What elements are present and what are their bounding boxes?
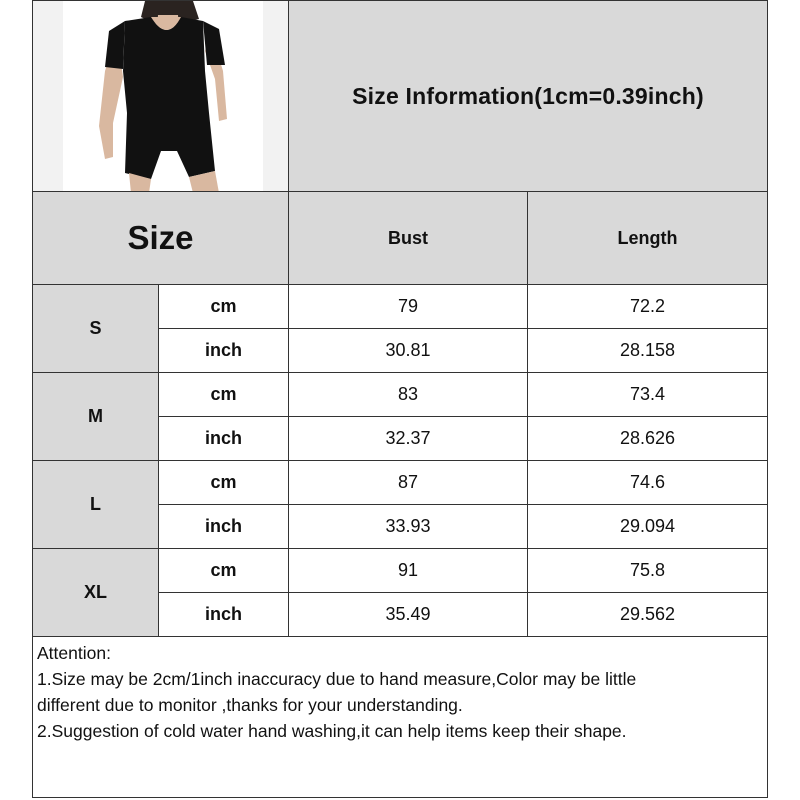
size-label-s: S — [32, 285, 159, 373]
bust-value: 30.81 — [289, 329, 528, 373]
unit-cell: inch — [159, 505, 289, 549]
note-line: different due to monitor ,thanks for your understanding. — [37, 695, 463, 715]
table-row — [159, 373, 768, 417]
notes-heading: Attention: — [37, 643, 111, 663]
size-chart — [32, 0, 768, 798]
table-row — [159, 417, 768, 461]
header-size: Size — [32, 192, 289, 285]
bust-value: 87 — [289, 461, 528, 505]
unit-cell: cm — [159, 549, 289, 593]
size-label-m: M — [32, 373, 159, 461]
size-label-l: L — [32, 461, 159, 549]
note-line: 2.Suggestion of cold water hand washing,it can help items keep their shape. — [37, 721, 627, 741]
bust-value: 79 — [289, 285, 528, 329]
model-romper-illustration — [33, 1, 289, 192]
bust-value: 83 — [289, 373, 528, 417]
unit-cell: inch — [159, 593, 289, 637]
header-bust: Bust — [289, 192, 528, 285]
attention-notes — [32, 637, 768, 798]
title-cell — [289, 0, 768, 192]
table-row — [159, 461, 768, 505]
bust-value: 33.93 — [289, 505, 528, 549]
bust-value: 35.49 — [289, 593, 528, 637]
unit-cell: cm — [159, 461, 289, 505]
note-line: 1.Size may be 2cm/1inch inaccuracy due to hand measure,Color may be little — [37, 669, 637, 689]
unit-cell: inch — [159, 329, 289, 373]
table-row — [159, 285, 768, 329]
bust-value: 91 — [289, 549, 528, 593]
length-value: 29.562 — [528, 593, 768, 637]
length-value: 72.2 — [528, 285, 768, 329]
product-photo — [32, 0, 289, 192]
length-value: 75.8 — [528, 549, 768, 593]
table-row — [159, 549, 768, 593]
table-row — [159, 505, 768, 549]
length-value: 73.4 — [528, 373, 768, 417]
length-value: 29.094 — [528, 505, 768, 549]
table-row — [159, 329, 768, 373]
length-value: 74.6 — [528, 461, 768, 505]
size-label-xl: XL — [32, 549, 159, 637]
bust-value: 32.37 — [289, 417, 528, 461]
length-value: 28.158 — [528, 329, 768, 373]
unit-cell: cm — [159, 285, 289, 329]
size-info-title: Size Information(1cm=0.39inch) — [352, 82, 704, 109]
header-length: Length — [528, 192, 768, 285]
length-value: 28.626 — [528, 417, 768, 461]
unit-cell: cm — [159, 373, 289, 417]
unit-cell: inch — [159, 417, 289, 461]
table-row — [159, 593, 768, 637]
